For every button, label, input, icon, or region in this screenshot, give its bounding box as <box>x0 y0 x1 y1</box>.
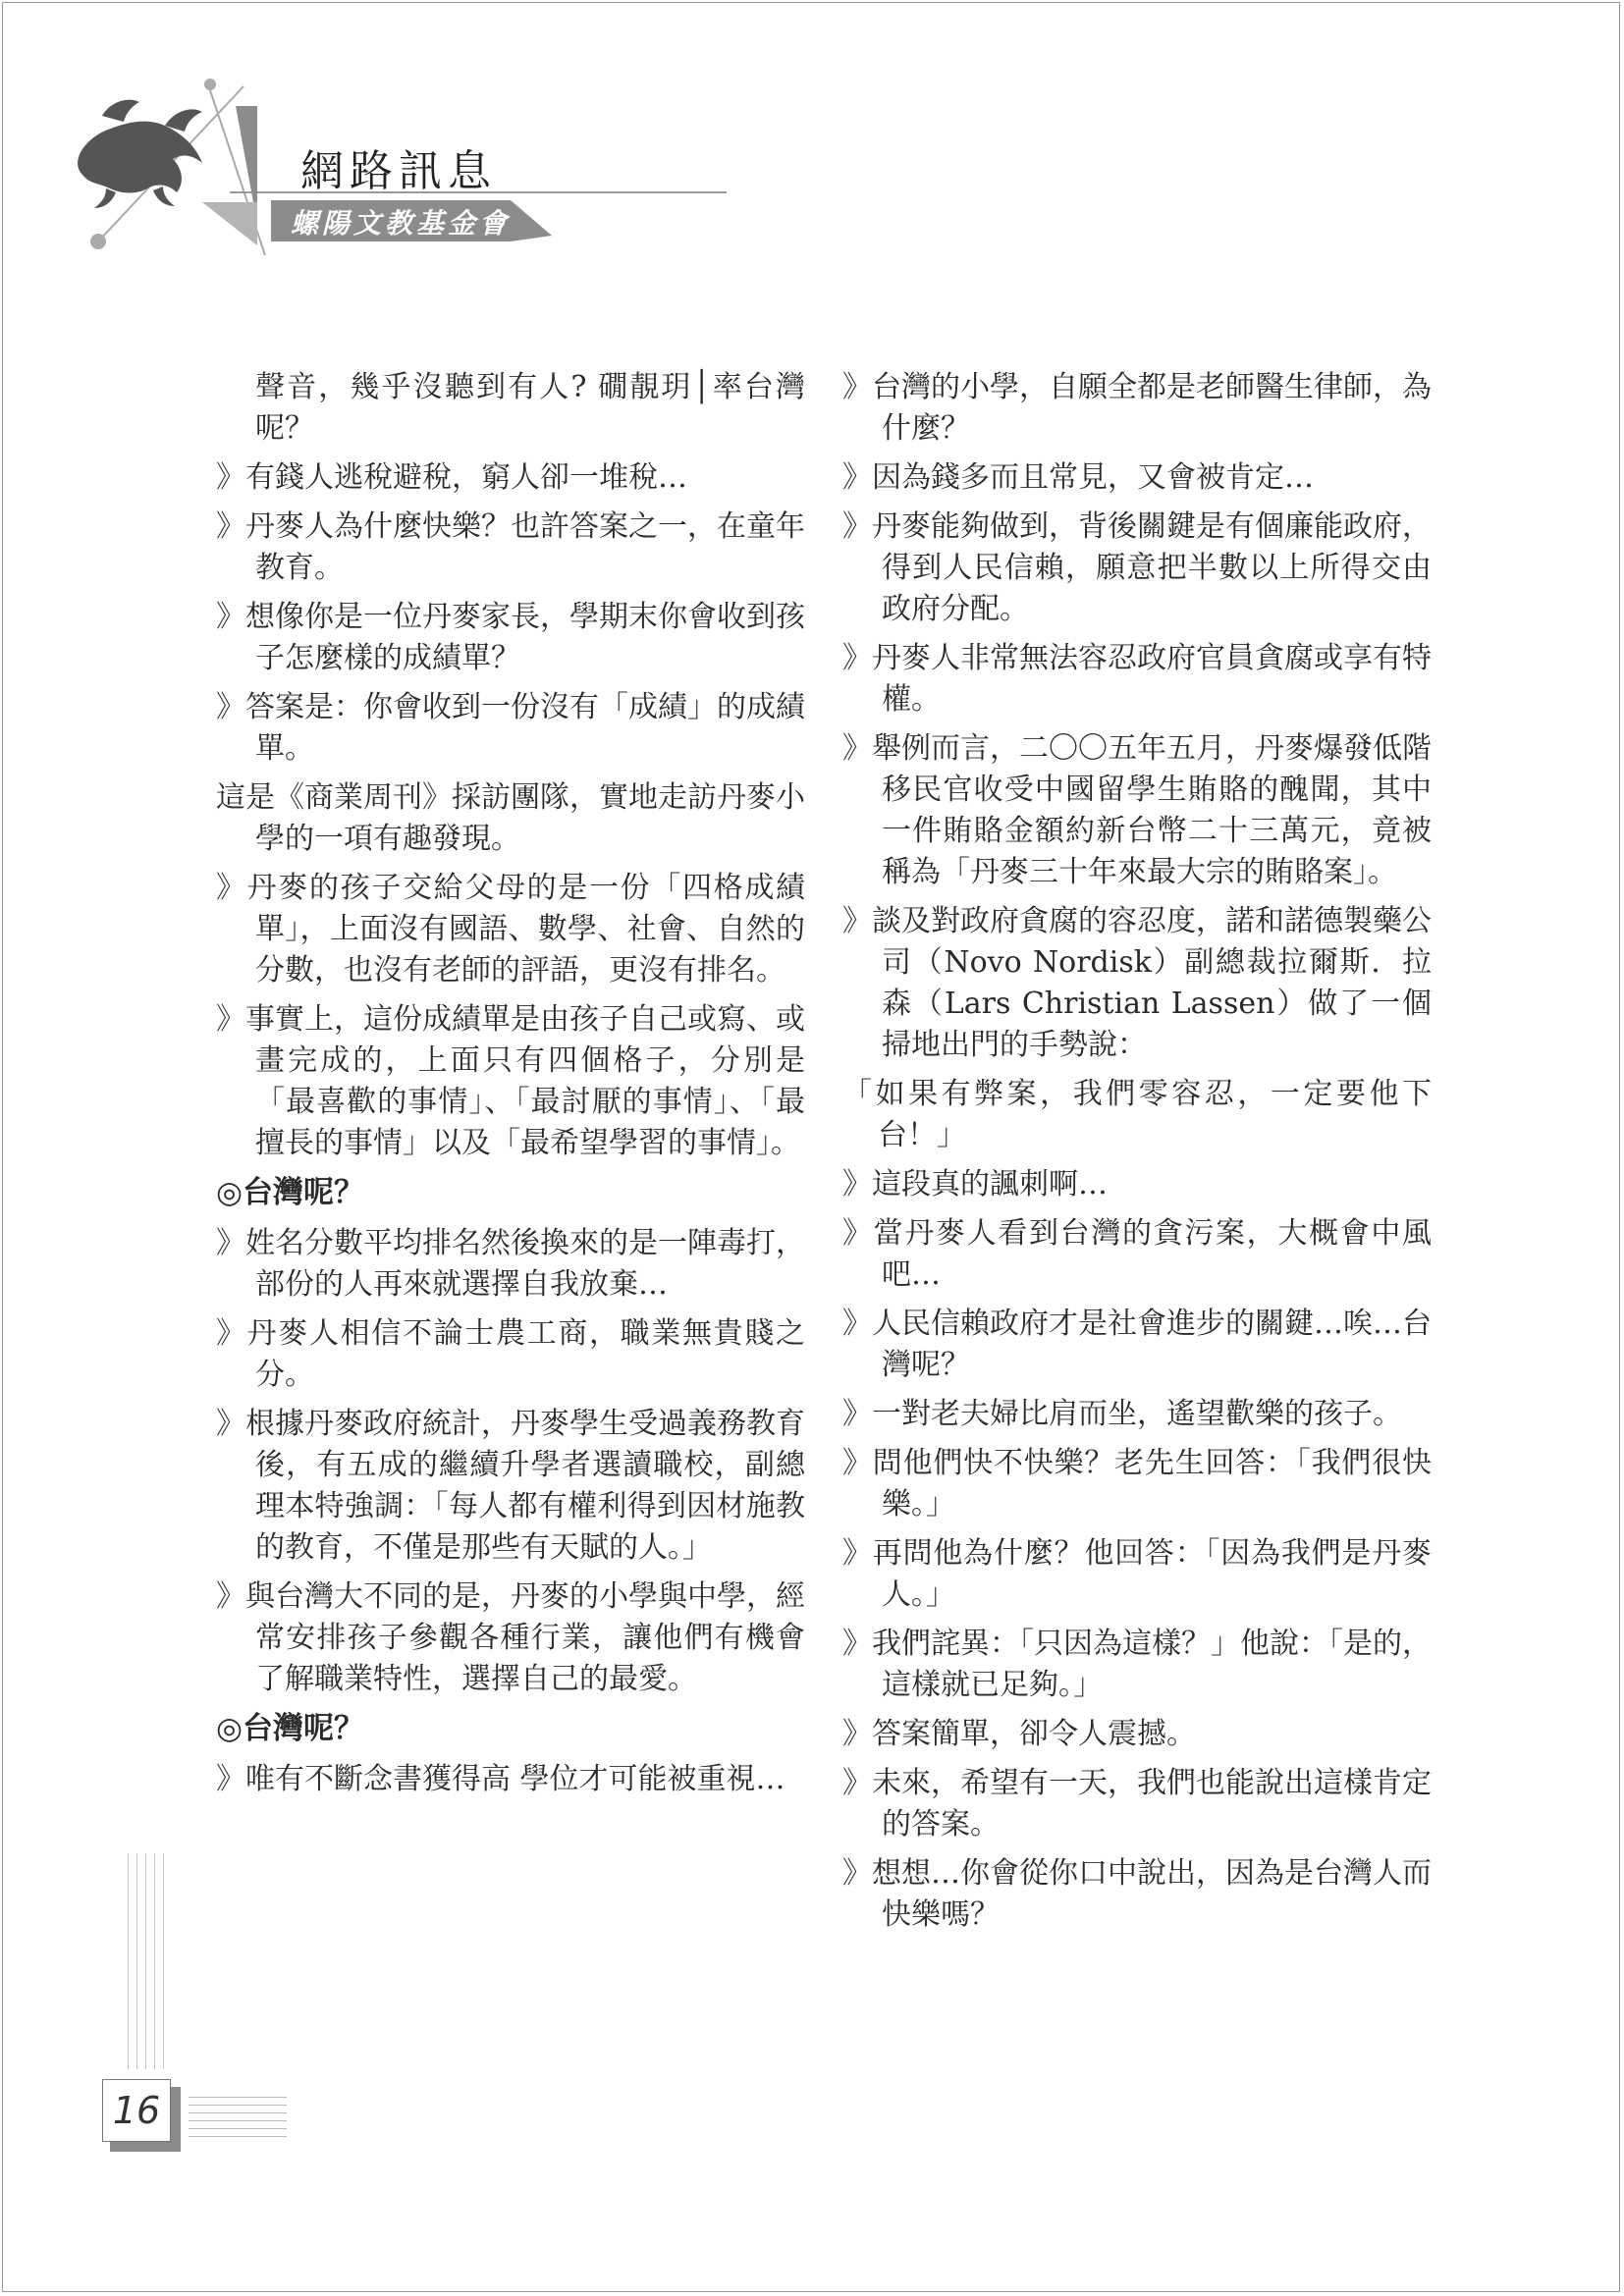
bullet-marker: 》 <box>842 1216 874 1251</box>
bullet-marker: 》 <box>842 1446 873 1480</box>
bullet-marker: 》 <box>216 1407 245 1441</box>
bullet-marker: 》 <box>216 871 247 905</box>
bullet-marker: 》 <box>842 1397 872 1431</box>
list-item <box>216 367 805 450</box>
bullet-marker: 》 <box>216 600 245 634</box>
list-item <box>842 1624 1432 1706</box>
bullet-marker: 》 <box>216 1002 245 1037</box>
bullet-marker: 》 <box>842 370 872 404</box>
bullet-marker: 》 <box>842 641 872 675</box>
section-heading: ◎台灣呢？ <box>216 1175 365 1210</box>
bullet-marker: 》 <box>216 509 245 544</box>
list-item <box>842 457 1432 499</box>
list-item <box>842 1533 1432 1616</box>
bullet-marker: 》 <box>216 1226 245 1260</box>
list-item <box>842 901 1432 1066</box>
item-text: 問他們快不快樂？老先生回答：「我們很快樂。」 <box>872 1446 1433 1522</box>
item-text: 答案是：你會收到一份沒有「成績」的成績單。 <box>245 690 805 766</box>
item-text: 有錢人逃稅避稅，窮人卻一堆稅… <box>245 460 687 495</box>
bullet-marker: 「 <box>842 1077 876 1111</box>
item-text: 再問他為什麼？他回答：「因為我們是丹麥人。」 <box>872 1536 1433 1612</box>
item-text: 因為錢多而且常見，又會被肯定… <box>872 460 1314 495</box>
list-item <box>842 1213 1432 1296</box>
bullet-marker: 》 <box>216 1762 245 1796</box>
list-item <box>216 777 805 860</box>
list-item <box>216 1759 805 1800</box>
list-item <box>842 1394 1432 1435</box>
item-text: 丹麥人為什麼快樂？也許答案之一，在童年教育。 <box>245 509 805 585</box>
header-subtitle: 螺陽文教基金會 <box>291 207 512 240</box>
list-item <box>216 1404 805 1569</box>
bullet-marker: 》 <box>216 1316 247 1351</box>
list-item <box>842 1853 1432 1936</box>
page-footer <box>98 2071 295 2169</box>
list-item <box>842 1443 1432 1525</box>
item-text: 當丹麥人看到台灣的貪污案，大概會中風吧… <box>873 1216 1433 1292</box>
bullet-marker: 》 <box>842 1717 872 1751</box>
bullet-marker: 》 <box>842 509 872 544</box>
bullet-marker: 》 <box>842 1766 872 1800</box>
list-item <box>842 507 1432 630</box>
page-header <box>0 0 884 275</box>
item-text: 丹麥能夠做到，背後關鍵是有個廉能政府，得到人民信賴，願意把半數以上所得交由政府分配。 <box>872 509 1432 626</box>
bullet-marker: 這 <box>216 780 245 815</box>
item-text: 事實上，這份成績單是由孩子自己或寫、或畫完成的，上面只有四個格子，分別是「最喜歡的事情」、「最討厭的事情」、「最擅長的事情」以及「最希望學習的事情」。 <box>245 1002 805 1160</box>
item-text: 想像你是一位丹麥家長，學期末你會收到孩子怎麼樣的成績單？ <box>245 600 805 675</box>
item-text: 舉例而言，二〇〇五年五月，丹麥爆發低階移民官收受中國留學生賄賂的醜聞，其中一件賄賂金額約新台幣二十三萬元，竟被稱為「丹麥三十年來最大宗的賄賂案」。 <box>872 731 1432 889</box>
bullet-marker: 》 <box>842 460 872 495</box>
list-item <box>842 1164 1432 1205</box>
decorative-lines <box>128 1853 171 2069</box>
item-text: 人民信賴政府才是社會進步的關鍵…唉…台灣呢？ <box>872 1307 1432 1382</box>
bullet-marker: 》 <box>216 1579 245 1614</box>
item-text: 丹麥人相信不論士農工商，職業無貴賤之分。 <box>246 1316 806 1392</box>
bullet-marker: 》 <box>842 731 872 766</box>
left-column <box>216 367 805 1808</box>
list-item <box>216 999 805 1164</box>
item-text: 丹麥人非常無法容忍政府官員貪腐或享有特權。 <box>872 641 1432 717</box>
item-text: 答案簡單，卻令人震撼。 <box>872 1717 1196 1751</box>
list-item <box>216 507 805 589</box>
section-heading: ◎台灣呢？ <box>216 1711 365 1746</box>
bullet-marker: 》 <box>842 1856 872 1891</box>
item-text: 我們詫異：「只因為這樣？」他說：「是的，這樣就已足夠。」 <box>872 1627 1432 1702</box>
right-column <box>842 367 1432 1944</box>
bullet-marker: 》 <box>216 460 245 495</box>
list-item <box>842 638 1432 721</box>
item-text: 台灣的小學，自願全都是老師醫生律師，為什麼？ <box>872 370 1432 446</box>
bullet-marker: 》 <box>842 1307 872 1341</box>
item-text: 如果有弊案，我們零容忍，一定要他下台！」 <box>875 1077 1433 1152</box>
page-number: 16 <box>102 2079 171 2142</box>
list-item <box>842 728 1432 893</box>
item-text: 聲音，幾乎沒聽到有人? 礀靚玥│率台灣呢？ <box>255 370 805 446</box>
list-item <box>842 1304 1432 1386</box>
list-item <box>842 1714 1432 1755</box>
item-text: 根據丹麥政府統計，丹麥學生受過義務教育後，有五成的繼續升學者選讀職校，副總理本特強調：「每人都有權利得到因材施教的教育，不僅是那些有天賦的人。」 <box>245 1407 805 1565</box>
bullet-marker: 》 <box>216 690 245 724</box>
quote-item <box>842 1074 1432 1156</box>
item-text: 這段真的諷刺啊… <box>872 1167 1108 1201</box>
bullet-marker: 》 <box>842 1536 873 1571</box>
header-title: 網路訊息 <box>300 146 497 196</box>
bullet-marker: 》 <box>842 904 872 938</box>
item-text: 姓名分數平均排名然後換來的是一陣毒打，部份的人再來就選擇自我放棄… <box>245 1226 805 1302</box>
list-item <box>842 367 1432 450</box>
list-item <box>216 687 805 770</box>
bullet-marker: 》 <box>842 1167 872 1201</box>
list-item <box>216 868 805 991</box>
item-text: 是《商業周刊》採訪團隊，實地走訪丹麥小學的一項有趣發現。 <box>245 780 805 856</box>
list-item <box>216 457 805 499</box>
item-text: 一對老夫婦比肩而坐，遙望歡樂的孩子。 <box>872 1397 1402 1431</box>
dragon-logo-icon <box>78 100 202 208</box>
item-text: 與台灣大不同的是，丹麥的小學與中學，經常安排孩子參觀各種行業，讓他們有機會了解職業特性，選擇自己的最愛。 <box>245 1579 805 1696</box>
item-text: 談及對政府貪腐的容忍度，諾和諾德製藥公司（Novo Nordisk）副總裁拉爾斯．拉森（Lars Christian Lassen）做了一個掃地出門的手勢說： <box>872 904 1432 1062</box>
item-text: 丹麥的孩子交給父母的是一份「四格成績單」，上面沒有國語、數學、社會、自然的分數，也沒有老師的評語，更沒有排名。 <box>246 871 806 988</box>
item-text: 未來，希望有一天，我們也能說出這樣肯定的答案。 <box>872 1766 1432 1842</box>
footer-lines <box>189 2097 287 2140</box>
list-item <box>216 1576 805 1700</box>
list-item <box>216 1313 805 1396</box>
list-item <box>216 597 805 679</box>
item-text: 想想…你會從你口中說出，因為是台灣人而快樂嗎？ <box>872 1856 1432 1932</box>
item-text: 唯有不斷念書獲得高 學位才可能被重視… <box>245 1762 785 1796</box>
list-item <box>842 1763 1432 1845</box>
list-item <box>216 1223 805 1306</box>
bullet-marker: 》 <box>842 1627 872 1661</box>
